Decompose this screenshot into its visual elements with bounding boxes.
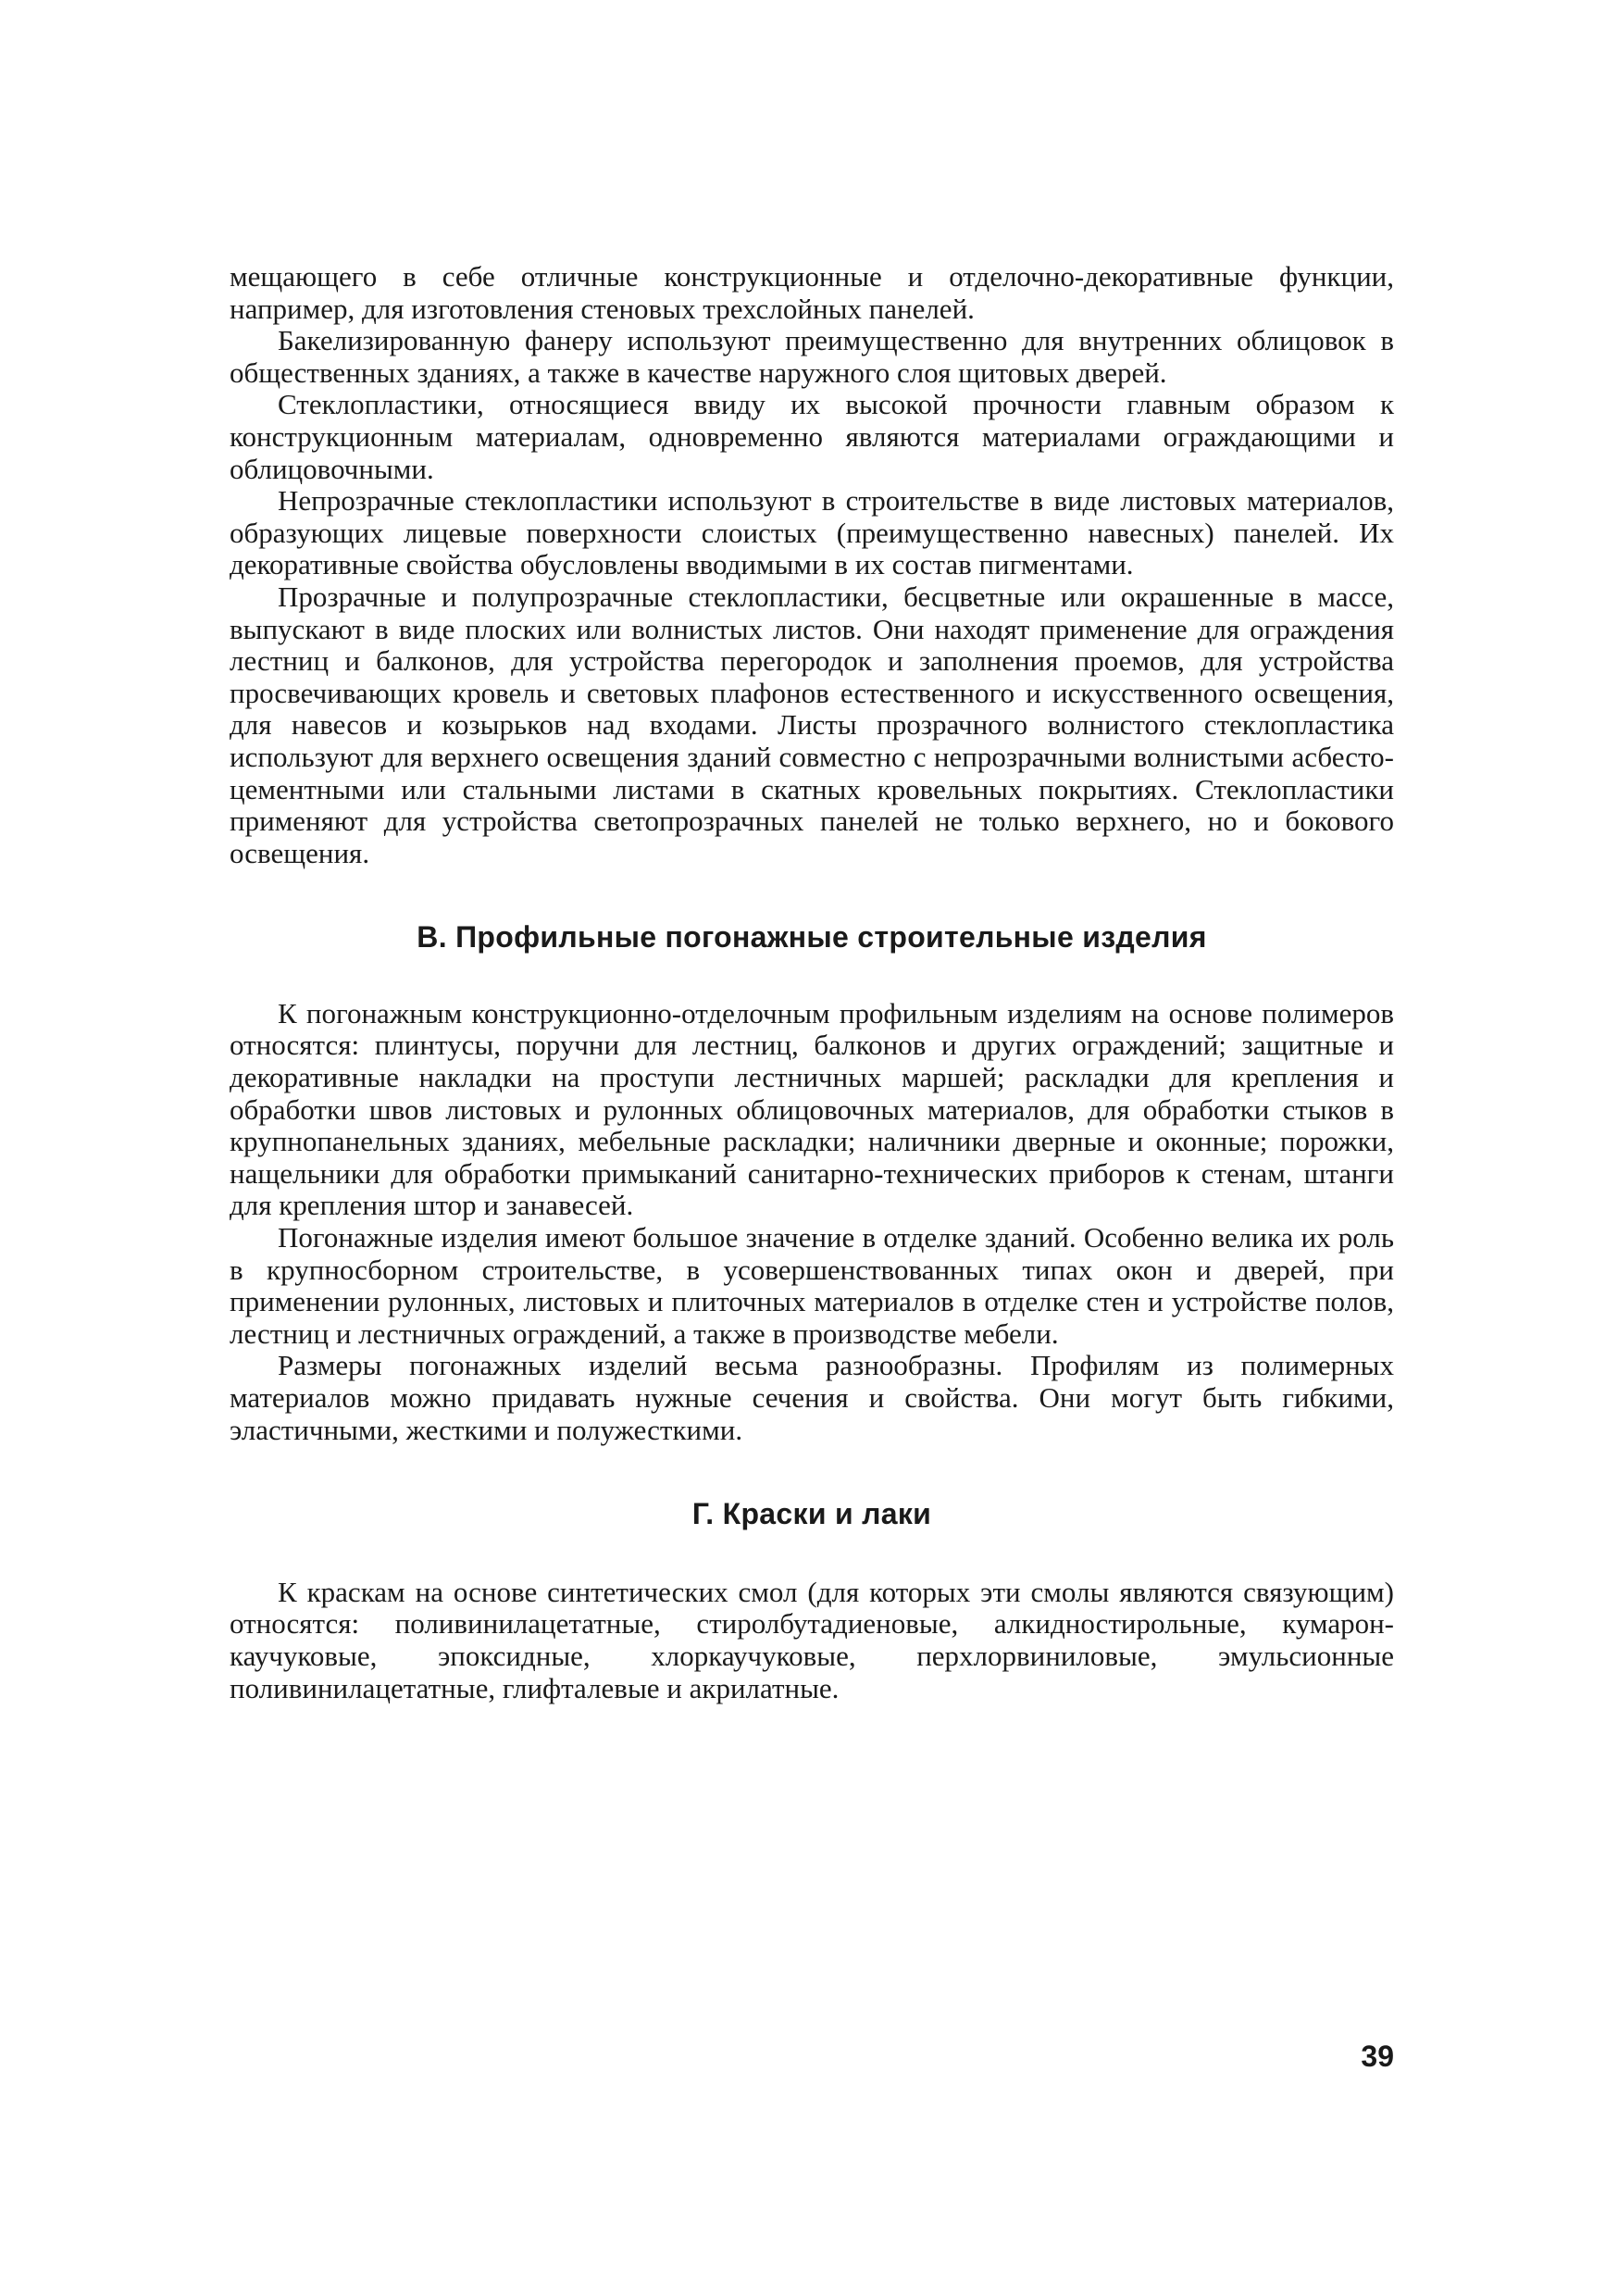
paragraph: Погонажные изделия имеют большое значение в отделке зданий. Особенно велика их роль в крупносборном строительстве, в усовершенствованных типах окон и дверей, при применении рулонных, листовых и плиточных материалов в отделке стен и устройстве полов, лестниц и лестничных ограждений, а также в производстве мебели. bbox=[230, 1221, 1394, 1350]
paragraph: Размеры погонажных изделий весьма разнообразны. Профилям из полимерных материалов можно придавать нужные сечения и свойства. Они могут быть гибкими, эластичными, жесткими и полужесткими. bbox=[230, 1349, 1394, 1446]
paragraph: Прозрачные и полупрозрачные стеклопластики, бесцветные или окрашенные в массе, выпускают в виде плоских или волнистых листов. Они находят применение для ограждения лестниц и балконов, для устройства перегородок и заполнения проемов, для устройства просвечивающих кровель и световых плафонов естественного и искусственного освещения, для навесов и козырьков над входами. Листы прозрачного волнистого стеклопластика используют для верхнего освещения зданий совместно с непрозрачными волнистыми асбесто-цементными или стальными листами в скатных кровельных покрытиях. Стеклопластики применяют для устройства светопрозрачных панелей не только верхнего, но и бокового освещения. bbox=[230, 580, 1394, 869]
paragraph: Непрозрачные стеклопластики используют в строительстве в виде листовых материалов, образующих лицевые поверхности слоистых (преимущественно навесных) панелей. Их декоративные свойства обусловлены вводимыми в их состав пигментами. bbox=[230, 484, 1394, 581]
paragraph: К погонажным конструкционно-отделочным профильным изделиям на основе полимеров относятся: плинтусы, поручни для лестниц, балконов и других ограждений; защитные и декоративные накладки на проступи лестничных маршей; раскладки для крепления и обработки швов листовых и рулонных облицовочных материалов, для обработки стыков в крупнопанельных зданиях, мебельные раскладки; наличники дверные и оконные; порожки, нащельники для обработки примыканий санитарно-технических приборов к стенам, штанги для крепления штор и занавесей. bbox=[230, 996, 1394, 1222]
section-heading-g: Г. Краски и лаки bbox=[691, 1497, 932, 1531]
page-body bbox=[230, 261, 1394, 1704]
page-number: 39 bbox=[1361, 2040, 1394, 2073]
paragraph: Бакелизированную фанеру используют преимущественно для внутренних облицовок в общественных зданиях, а также в качестве наружного слоя щитовых дверей. bbox=[230, 324, 1394, 389]
section-heading-v: В. Профильные погонажные строительные изделия bbox=[417, 920, 1207, 955]
paragraph: К краскам на основе синтетических смол (для которых эти смолы являются связующим) относятся: поливинилацетатные, стиролбутадиеновые, алкидностирольные, кумарон-каучуковые, эпоксидные, хлоркаучуковые, перхлорвиниловые, эмульсионные поливинилацетатные, глифталевые и акрилатные. bbox=[230, 1575, 1394, 1704]
paragraph: мещающего в себе отличные конструкционные и отделочно-декоративные функции, например, для изготовления стеновых трехслойных панелей. bbox=[230, 260, 1394, 325]
paragraph: Стеклопластики, относящиеся ввиду их высокой прочности главным образом к конструкционным материалам, одновременно являются материалами ограждающими и облицовочными. bbox=[230, 388, 1394, 485]
